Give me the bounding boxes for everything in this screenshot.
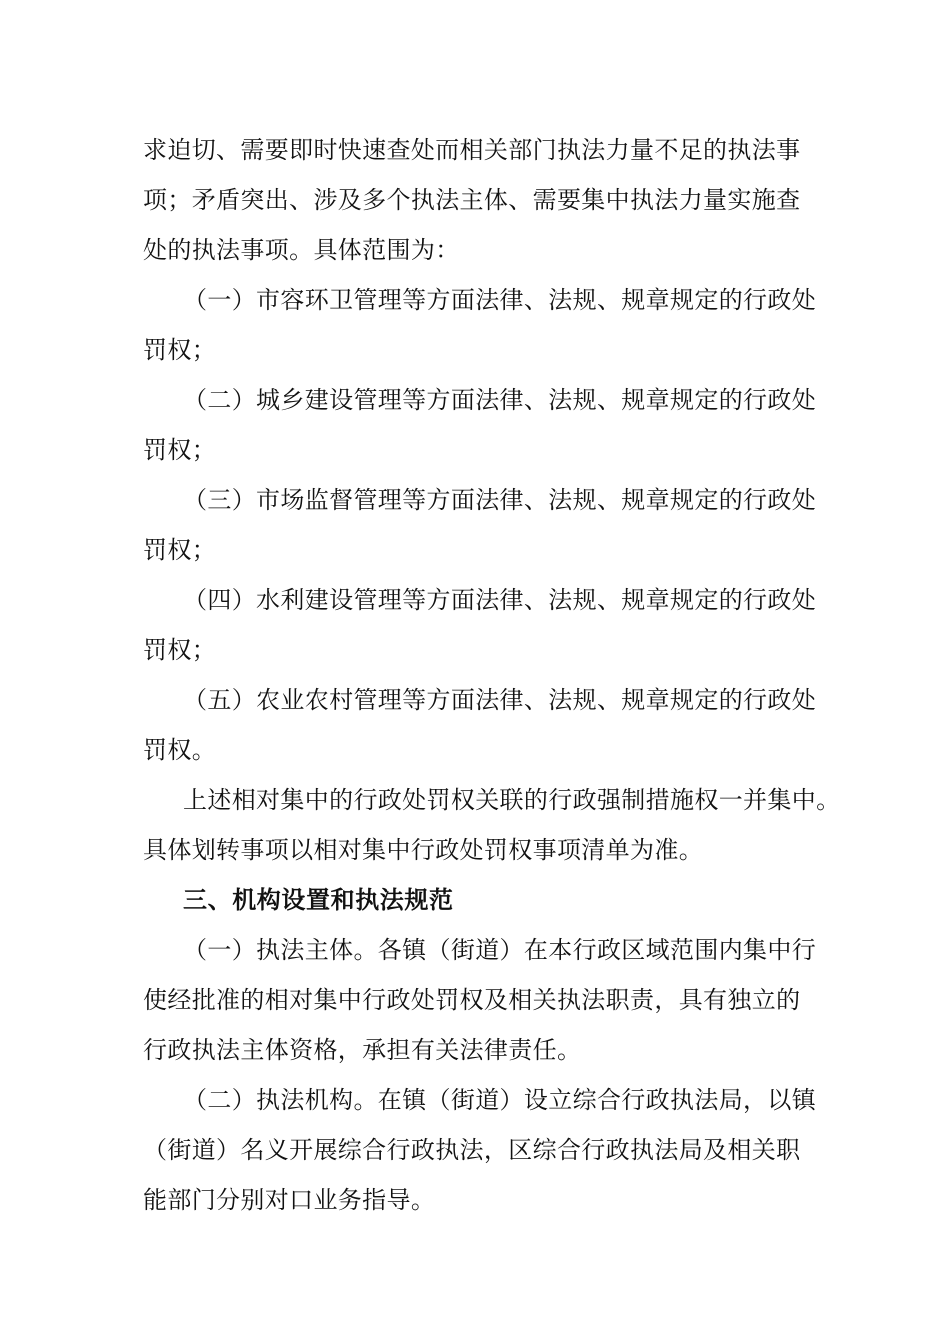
- list-item-1-continuation: 罚权；: [143, 336, 217, 364]
- list-item-3-continuation: 罚权；: [143, 536, 217, 564]
- paragraph-line: （一）执法主体。各镇（街道）在本行政区域范围内集中行: [183, 936, 817, 964]
- list-item-1-line: （一）市容环卫管理等方面法律、法规、规章规定的行政处: [183, 286, 817, 314]
- list-item-4-line: （四）水利建设管理等方面法律、法规、规章规定的行政处: [183, 586, 817, 614]
- paragraph-line: （街道）名义开展综合行政执法，区综合行政执法局及相关职: [143, 1136, 801, 1164]
- paragraph-line: 行政执法主体资格，承担有关法律责任。: [143, 1036, 582, 1064]
- list-item-2-line: （二）城乡建设管理等方面法律、法规、规章规定的行政处: [183, 386, 817, 414]
- body-text-line: 处的执法事项。具体范围为：: [143, 236, 460, 264]
- list-item-5-line: （五）农业农村管理等方面法律、法规、规章规定的行政处: [183, 686, 817, 714]
- paragraph-line: 使经批准的相对集中行政处罚权及相关执法职责，具有独立的: [143, 986, 801, 1014]
- list-item-4-continuation: 罚权；: [143, 636, 217, 664]
- paragraph-line: 能部门分别对口业务指导。: [143, 1186, 436, 1214]
- paragraph-line: （二）执法机构。在镇（街道）设立综合行政执法局，以镇: [183, 1086, 817, 1114]
- body-text-line: 求迫切、需要即时快速查处而相关部门执法力量不足的执法事: [143, 136, 801, 164]
- list-item-3-line: （三）市场监督管理等方面法律、法规、规章规定的行政处: [183, 486, 817, 514]
- body-text-line: 项；矛盾突出、涉及多个执法主体、需要集中执法力量实施查: [143, 186, 801, 214]
- list-item-5-continuation: 罚权。: [143, 736, 217, 764]
- paragraph-line: 上述相对集中的行政处罚权关联的行政强制措施权一并集中。: [183, 786, 841, 814]
- section-heading: 三、机构设置和执法规范: [183, 885, 454, 914]
- paragraph-line: 具体划转事项以相对集中行政处罚权事项清单为准。: [143, 836, 704, 864]
- list-item-2-continuation: 罚权；: [143, 436, 217, 464]
